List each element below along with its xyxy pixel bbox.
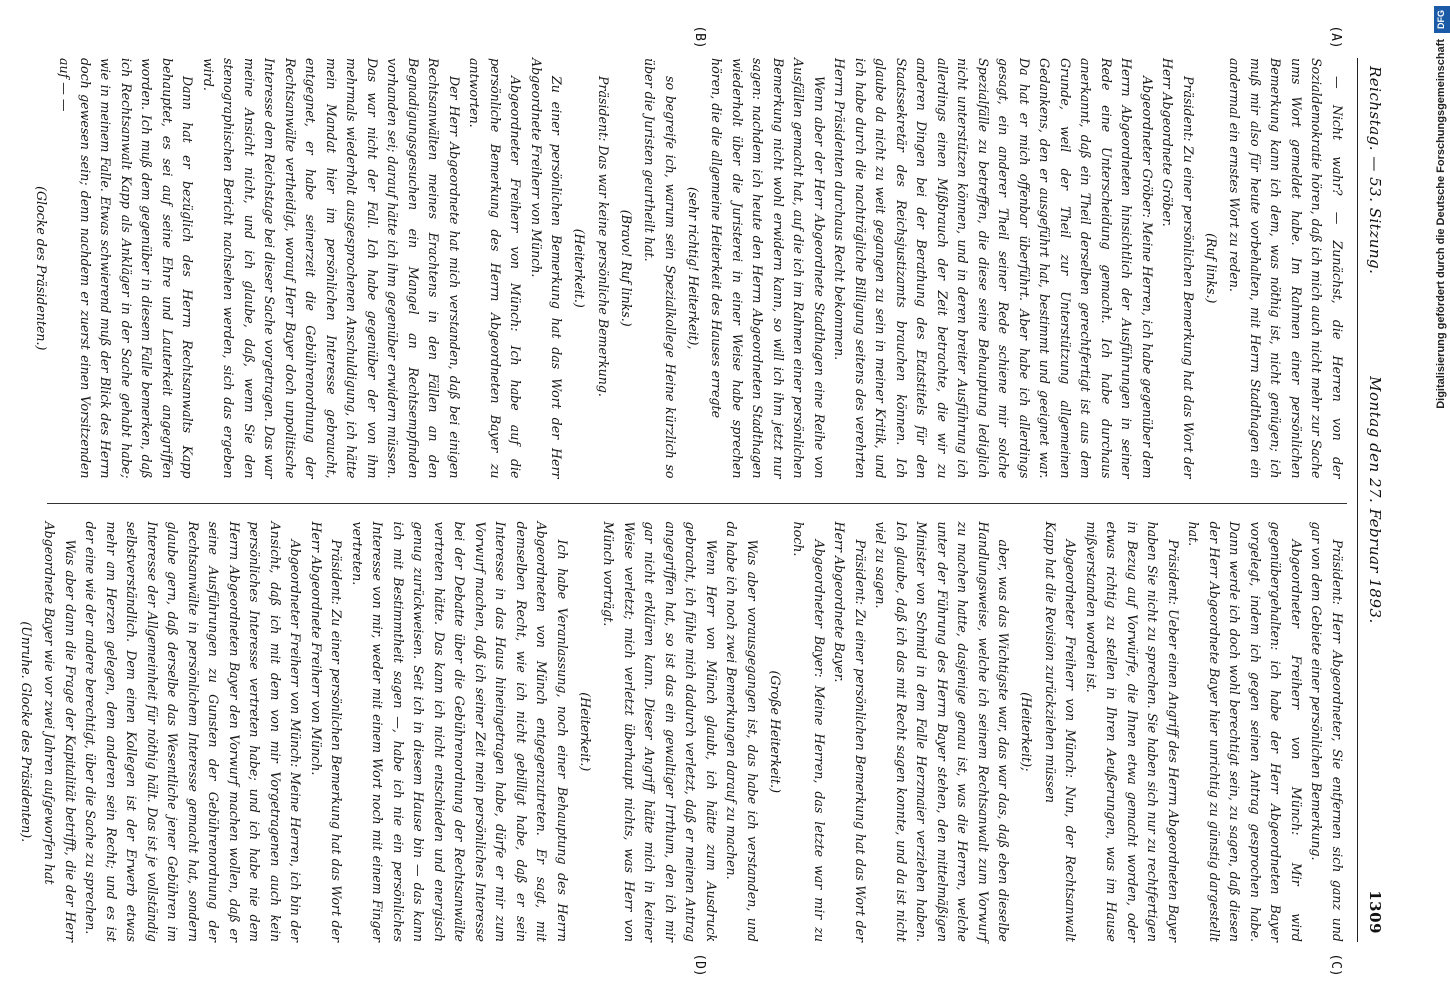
right-column	[19, 503, 1347, 977]
paragraph: aber, was das Wichtigste war, das war das, daß eben dieselbe Handlungsweise, welche ich seinem Rechtsanwalt zum Vorwurf zu machen hatte, dasjenige genau ist, was die Herren, welche unter der Führung des Herrn Bayer stehen, den mittelmäßigen Minister von Schmid in dem Falle Herzmaier verziehen haben. Ich glaube, daß ich das mit Recht sagen konnte, und da ist nicht viel zu sagen.	[873, 521, 1012, 942]
text-columns	[19, 25, 1357, 977]
paragraph: Der Herr Abgeordnete hat mich verstanden, daß bei einigen Rechtsanwälten meines Erachtens in den Fällen an den Begnadigungsgesuchen ein Mangel an Rechtsempfinden vorhanden sei; darauf hätte ich ihm gegenüber erwidern müssen. Das war nicht der Fall. Ich habe gegenüber der von ihm mehrmals wiederholt ausgesprochenen Anschuldigung, ich hätte mein Mandat hier im persönlichen Interesse gebraucht, entgegnet, er habe seinerzeit die Gebührenordnung der Rechtsanwälte vertheidigt, worauf Herr Bayer doch unpolitische Interesse dem Reichstage bei dieser Sache vorgetragen. Das war meine Ansicht nicht, und ich glaube, daß, wenn Sie den stenographischen Bericht nachsehen werden, sich das ergeben wird.	[201, 58, 462, 479]
interjection: (sehr richtig! Heiterkeit),	[686, 187, 701, 350]
interjection: (Große Heiterkeit.)	[768, 670, 783, 794]
digitization-credit	[1432, 0, 1450, 1000]
paragraph: Abgeordneter Gröber: Meine Herren, ich habe gegenüber dem Herrn Abgeordneten hinsichtlich der Ausführungen in seiner Rede eine Unterscheidung gemacht. Ich habe durchaus anerkannt, daß ein Theil derselben gerechtfertigt ist aus dem Grunde, weil der Theil zur Unterstützung allgemeinen Gedankens, den er ausgeführt hat, bestimmt und geeignet war. Da hat er mich offenbar überführt. Aber habe ich allerdings gesagt, ein anderer Theil seiner Rede schiene mir solche Spezialfälle zu betreffen, die diese seine Behauptung lediglich nicht unterstützen können, und in deren breiter Ausführung ich allerdings einen Mißbrauch der Zeit betrachte, die wir zu anderen Dingen bei der Berathung des Etatstitels für den Staatssekretär des Reichsjustizamts brauchen können. Ich glaube da nicht zu weit gegangen zu sein in meiner Kritik, und ich habe durch die nachträgliche Billigung seitens des verehrten Herrn Präsidenten durchaus Recht bekommen.	[832, 58, 1155, 479]
paragraph: Präsident: Das war keine persönliche Bemerkung.	[596, 76, 611, 397]
paragraph: Zu einer persönlichen Bemerkung hat das Wort der Herr Abgeordnete Freiherr von Münch.	[529, 58, 565, 479]
header-session: Reichstag. — 53. Sitzung.	[1366, 66, 1384, 275]
paragraph: Präsident: Ueber einen Angriff des Herrn Abgeordneten Bayer haben Sie nicht zu sprechen. Sie haben sich nur zu rechtfertigen in Bezug auf Vorwürfe, die Ihnen etwa gemacht worden, oder etwas richtig zu stellen in Ihren Aeußerungen, was im Hause mißverstanden worden ist.	[1084, 521, 1181, 942]
interjection: (Heiterkeit.)	[578, 692, 593, 772]
margin-marker-d: (D)	[692, 953, 707, 977]
paragraph: Was aber dann die Frage der Kapitalität betrifft, die der Herr Abgeordnete Bayer wie vor zwei Jahren aufgeworfen hat	[42, 521, 78, 942]
paragraph: Dann hat er bezüglich des Herrn Rechtsanwalts Kapp behauptet, es sei auf seine Ehre und Lauterkeit angegriffen worden. Ich muß dem gegenüber in diesem Falle bemerken, daß ich Rechtsanwalt Kapp als Ankläger in der Sache gehabt habe; wie in meinem Falle. Etwas schwierend muß der Blick des Herrn doch gewesen sein; denn nachdem er zuerst einen Vorsitzenden auf — —	[57, 58, 196, 479]
interjection: (Heiterkeit);	[1019, 692, 1035, 772]
dfg-logo: DFG	[1434, 6, 1450, 33]
interjection: (Glocke des Präsidenten.)	[34, 186, 49, 351]
interjection: (Unruhe. Glocke des Präsidenten).	[19, 621, 34, 843]
paragraph: Ich habe Veranlassung, noch einer Behauptung des Herrn Abgeordneten von Münch entgegenzutreten. Er sagt, mit demselben Recht, wie ich nicht gebilligt habe, daß er sein Interesse in das Haus hineingetragen habe, dürfe er mir zum Vorwurf machen, daß ich seiner Zeit mein persönliches Interesse bei der Debatte über die Gebührenordnung der Rechtsanwälte vertreten hätte. Das kann ich nicht entschieden und energisch genug zurückweisen. Seit ich in diesem Hause bin — das kann ich mit Bestimmtheit sagen —, habe ich nie ein persönliches Interesse von mir, weder mit einem Wort noch mit einem Finger vertreten.	[350, 521, 570, 942]
rotated-page	[19, 20, 1402, 980]
paragraph: Abgeordneter Freiherr von Münch: Ich habe auf die persönliche Bemerkung des Herrn Abgeordneten Bayer zu antworten.	[467, 58, 524, 479]
paragraph: Wenn aber der Herr Abgeordnete Stadthagen eine Reihe von Ausfällen gemacht hat, auf die ich im Rahmen einer persönlichen Bemerkung nicht wohl erwidern kann, so will ich ihm jetzt nur sagen: nachdem ich heute den Herrn Abgeordneten Stadthagen wiederholt über die Juristerei in einer Weise habe sprechen hören, die die allgemeine Heiterkeit des Hauses erregte	[709, 58, 827, 479]
paragraph: Präsident: Herr Abgeordneter, Sie entfernen sich ganz und gar von dem Gebiete einer persönlichen Bemerkung.	[1309, 521, 1345, 942]
paragraph: Wenn Herr von Münch glaubt, ich hätte zum Ausdruck gebracht, ich fühle mich dadurch verletzt, daß er meinen Antrag angegriffen hat, so ist das ein gewaltiger Irrthum, den ich mir gar nicht erklären kann. Dieser Angriff hätte mich in keiner Weise verletzt; mich verletzt überhaupt nichts, was Herr von Münch vorträgt.	[601, 521, 719, 942]
left-column	[34, 25, 1347, 479]
margin-marker-a: (A)	[1328, 25, 1343, 49]
paragraph: Abgeordneter Bayer: Meine Herren, das letzte war mir zu hoch.	[791, 521, 827, 942]
margin-marker-c: (C)	[1328, 953, 1343, 977]
paragraph: Abgeordneter Freiherr von Münch: Mir wird gegenübergehalten: ich habe der Herr Abgeordneten Bayer vorgelegt, indem ich gegen seinen Antrag gesprochen habe. Dann werde ich doch wohl berechtigt sein, zu sagen, daß diesen der Herr Abgeordnete Bayer hier unrichtig zu günstig dargestellt hat.	[1186, 521, 1304, 942]
paragraph: Präsident: Zu einer persönlichen Bemerkung hat das Wort der Herr Abgeordnete Freiherr von Münch.	[309, 521, 345, 942]
interjection: (Ruf links.)	[1204, 233, 1219, 304]
page-number: 1309	[1366, 890, 1384, 934]
paragraph: Abgeordneter Freiherr von Münch: Nun, der Rechtsanwalt Kapp hat die Revision zurückziehen müssen	[1043, 521, 1079, 942]
interjection: (Bravo! Ruf links.)	[619, 209, 634, 327]
interjection: (Heiterkeit.)	[572, 228, 588, 308]
margin-marker-b: (B)	[692, 25, 707, 49]
paragraph: Abgeordneter Freiherr von Münch: Meine Herren, ich bin der Ansicht, daß ich mit dem von mir Vorgetragenen auch kein persönliches Interesse vertreten habe; und ich habe nie dem Herrn Abgeordneten Bayer den Vorwurf machen wollen, daß er seine Ausführungen zu Gunsten der Gebührenordnung der Rechtsanwälte in persönlichem Interesse gemacht hat, sondern glaube gern, daß derselbe das Wesentliche jener Gebühren im Interesse der Allgemeinheit für nöthig hält. Das ist je vollständig selbstverständlich. Dem einen Kollegen ist der Erwerb etwas mehr am Herzen gelegen, dem anderen sein Recht; und es ist der eine wie der andere berechtigt, über die Sache zu sprechen.	[83, 521, 304, 942]
paragraph: Präsident: Zu einer persönlichen Bemerkung hat das Wort der Herr Abgeordnete Gröber.	[1160, 58, 1196, 479]
credit-text: Digitalisierung gefördert durch die Deutsche Forschungsgemeinschaft	[1435, 39, 1447, 409]
digitization-band	[1412, 0, 1432, 1000]
paragraph: Was aber vorausgegangen ist, das habe ich verstanden, und da habe ich noch zwei Bemerkungen darauf zu machen.	[724, 521, 760, 942]
header-date: Montag den 27. Februar 1893.	[1366, 376, 1384, 624]
paragraph: Präsident: Zu einer persönlichen Bemerkung hat das Wort der Herr Abgeordnete Bayer.	[832, 521, 868, 942]
paragraph: so begreife ich, warum sein Spezialkollege Heine kürzlich so über die Juristen geurtheilt hat.	[642, 58, 678, 479]
paragraph: — Nicht wahr? — Zunächst, die Herren von der Sozialdemokratie hören, daß ich mich auch nicht mehr zur Sache ums Wort gemeldet habe. Im Rahmen einer persönlichen Bemerkung kann ich dem, was nöthig ist, nicht genügen; ich muß mir also für heute vorbehalten, mit Herrn Stadthagen ein andermal ein ernstes Wort zu reden.	[1227, 58, 1345, 479]
running-head	[1357, 58, 1388, 942]
